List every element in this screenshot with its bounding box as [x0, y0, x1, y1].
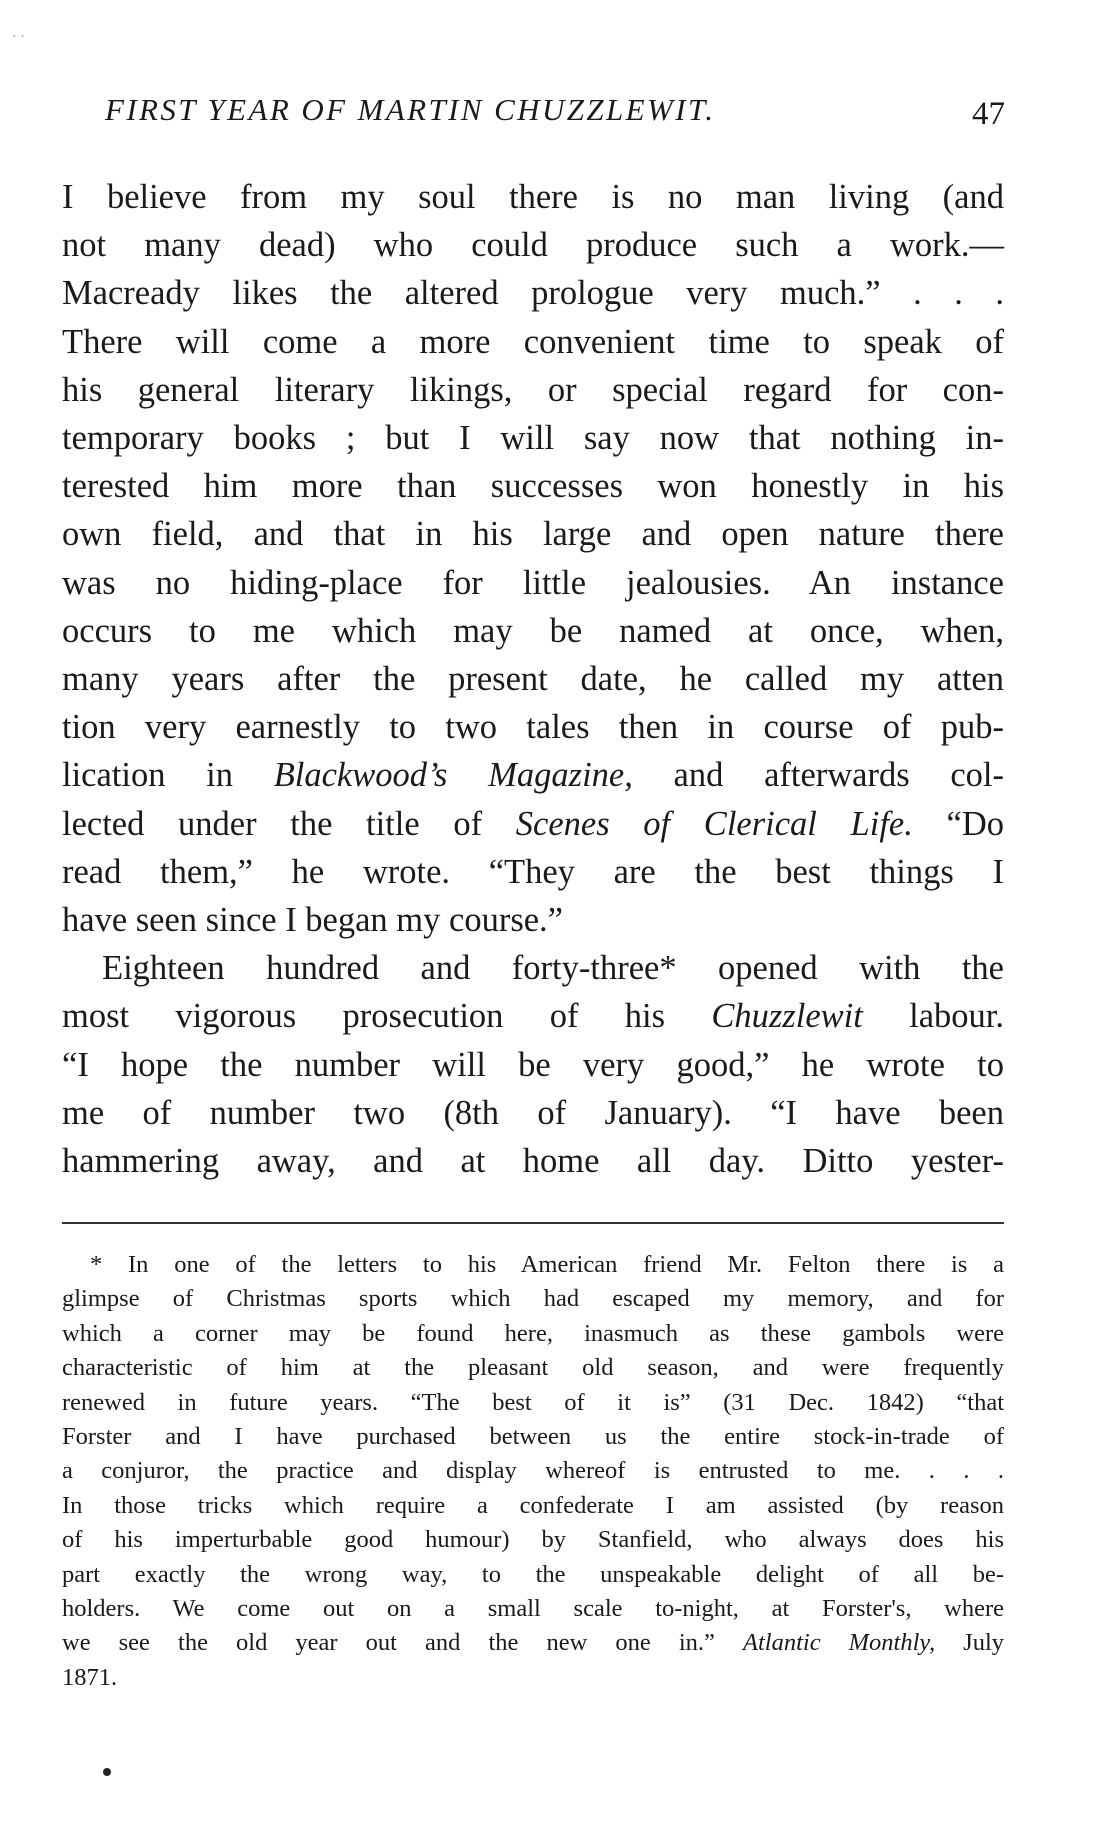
text-line: many years after the present date, he called my atten [62, 660, 1004, 699]
text-line [62, 800, 1004, 848]
text-line: was no hiding-place for little jealousies. An instance [62, 563, 1004, 602]
running-title: FIRST YEAR OF MARTIN CHUZZLEWIT. [105, 92, 716, 127]
text-line: his general literary likings, or special regard for con- [62, 370, 1004, 409]
footnote-line: part exactly the wrong way, to the unspeakable delight of all be- [62, 1560, 1004, 1588]
footnote-line: In those tricks which require a confederate I am assisted (by reason [62, 1491, 1004, 1519]
text-run: “Do [912, 804, 1004, 843]
footnote-line: of his imperturbable good humour) by Stanfield, who always does his [62, 1526, 1004, 1554]
text-line: have seen since I began my course.” [62, 901, 563, 940]
text-run: we see the old year out and the new one in.” [62, 1629, 743, 1657]
italic-title: Blackwood’s Magazine, [273, 756, 633, 795]
text-run: labour. [862, 997, 1004, 1036]
scan-specks: · · [12, 30, 25, 45]
text-line: not many dead) who could produce such a work.— [62, 226, 1004, 265]
page-number: 47 [972, 96, 1005, 132]
text-line: tion very earnestly to two tales then in course of pub- [62, 708, 1004, 747]
text-line: hammering away, and at home all day. Ditto yester- [62, 1142, 1004, 1181]
footnote-year: 1871. [62, 1663, 118, 1691]
footnote-line: renewed in future years. “The best of it is” (31 Dec. 1842) “that [62, 1388, 1004, 1416]
text-line: own field, and that in his large and open nature there [62, 515, 1004, 554]
text-line: Eighteen hundred and forty-three* opened with the [102, 949, 1004, 988]
page-header [105, 92, 1005, 142]
text-run: lected under the title of [62, 804, 516, 843]
footnote-line: a conjuror, the practice and display whereof is entrusted to me. . . . [62, 1457, 1004, 1485]
footnote-line [62, 1626, 1004, 1660]
text-run: July [935, 1629, 1005, 1657]
text-line: read them,” he wrote. “They are the best things I [62, 852, 1004, 891]
text-line: me of number two (8th of January). “I have been [62, 1093, 1004, 1132]
text-line: I believe from my soul there is no man living (and [62, 178, 1004, 216]
footnote-rule [62, 1222, 1004, 1224]
footnote-line: holders. We come out on a small scale to-night, at Forster's, where [62, 1595, 1004, 1623]
text-line: temporary books ; but I will say now that nothing in- [62, 419, 1004, 458]
footnote-line: glimpse of Christmas sports which had escaped my memory, and for [62, 1285, 1004, 1313]
printer-mark [103, 1768, 111, 1776]
text-line [62, 992, 1004, 1040]
footnote-line: which a corner may be found here, inasmuch as these gambols were [62, 1319, 1004, 1347]
text-line: There will come a more convenient time to speak of [62, 322, 1004, 361]
text-line: Macready likes the altered prologue very much.” . . . [62, 274, 1004, 313]
footnote-line: characteristic of him at the pleasant old season, and were frequently [62, 1354, 1004, 1382]
text-line: “I hope the number will be very good,” he wrote to [62, 1045, 1004, 1084]
text-line [62, 751, 1004, 799]
text-run: lication in [62, 756, 274, 795]
italic-title: Atlantic Monthly, [743, 1629, 936, 1657]
italic-title: Scenes of Clerical Life. [515, 804, 913, 843]
text-line: occurs to me which may be named at once, when, [62, 611, 1004, 650]
text-run: most vigorous prosecution of his [62, 997, 712, 1036]
text-run: and afterwards col- [632, 756, 1004, 795]
italic-title: Chuzzlewit [711, 997, 863, 1036]
footnote-line: * In one of the letters to his American friend Mr. Felton there is a [90, 1251, 1004, 1278]
main-text [62, 173, 1004, 1185]
text-line: terested him more than successes won honestly in his [62, 467, 1004, 506]
footnote-line: Forster and I have purchased between us the entire stock-in-trade of [62, 1423, 1004, 1451]
footnote [62, 1248, 1004, 1695]
